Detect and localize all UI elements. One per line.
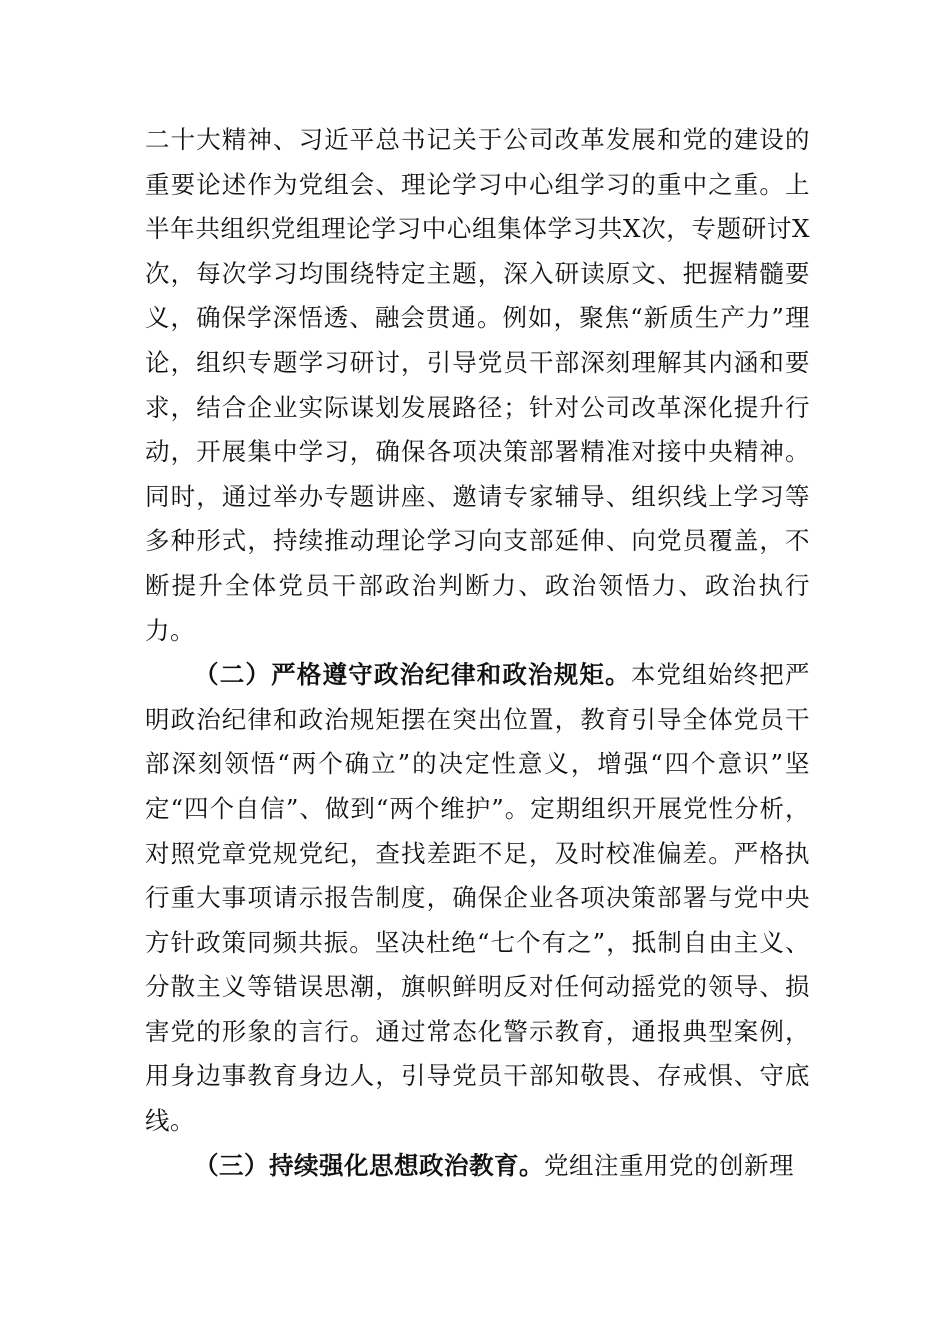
document-body [145, 118, 810, 1188]
section-three-heading: （三）持续强化思想政治教育。 [194, 1150, 544, 1180]
section-three-paragraph [145, 1144, 810, 1189]
section-two-body: 本党组始终把严明政治纪律和政治规矩摆在突出位置，教育引导全体党员干部深刻领悟“两个确立”的决定性意义，增强“四个意识”坚定“四个自信”、做到“两个维护”。定期组织开展党性分析，对照党章党规党纪，查找差距不足，及时校准偏差。严格执行重大事项请示报告制度，确保企业各项决策部署与党中央方针政策同频共振。坚决杜绝“七个有之”，抵制自由主义、分散主义等错误思潮，旗帜鲜明反对任何动摇党的领导、损害党的形象的言行。通过常态化警示教育，通报典型案例，用身边事教育身边人，引导党员干部知敬畏、存戒惧、守底线。 [145, 660, 811, 1136]
paragraph-continued: 二十大精神、习近平总书记关于公司改革发展和党的建设的重要论述作为党组会、理论学习中心组学习的重中之重。上半年共组织党组理论学习中心组集体学习共X次，专题研讨X次，每次学习均围绕特定主题，深入研读原文、把握精髓要义，确保学深悟透、融会贯通。例如，聚焦“新质生产力”理论，组织专题学习研讨，引导党员干部深刻理解其内涵和要求，结合企业实际谋划发展路径；针对公司改革深化提升行动，开展集中学习，确保各项决策部署精准对接中央精神。同时，通过举办专题讲座、邀请专家辅导、组织线上学习等多种形式，持续推动理论学习向支部延伸、向党员覆盖，不断提升全体党员干部政治判断力、政治领悟力、政治执行力。 [145, 125, 810, 645]
section-two-heading: （二）严格遵守政治纪律和政治规矩。 [194, 660, 631, 690]
section-three-body: 党组注重用党的创新理 [544, 1150, 794, 1180]
section-two-paragraph [145, 653, 810, 1144]
